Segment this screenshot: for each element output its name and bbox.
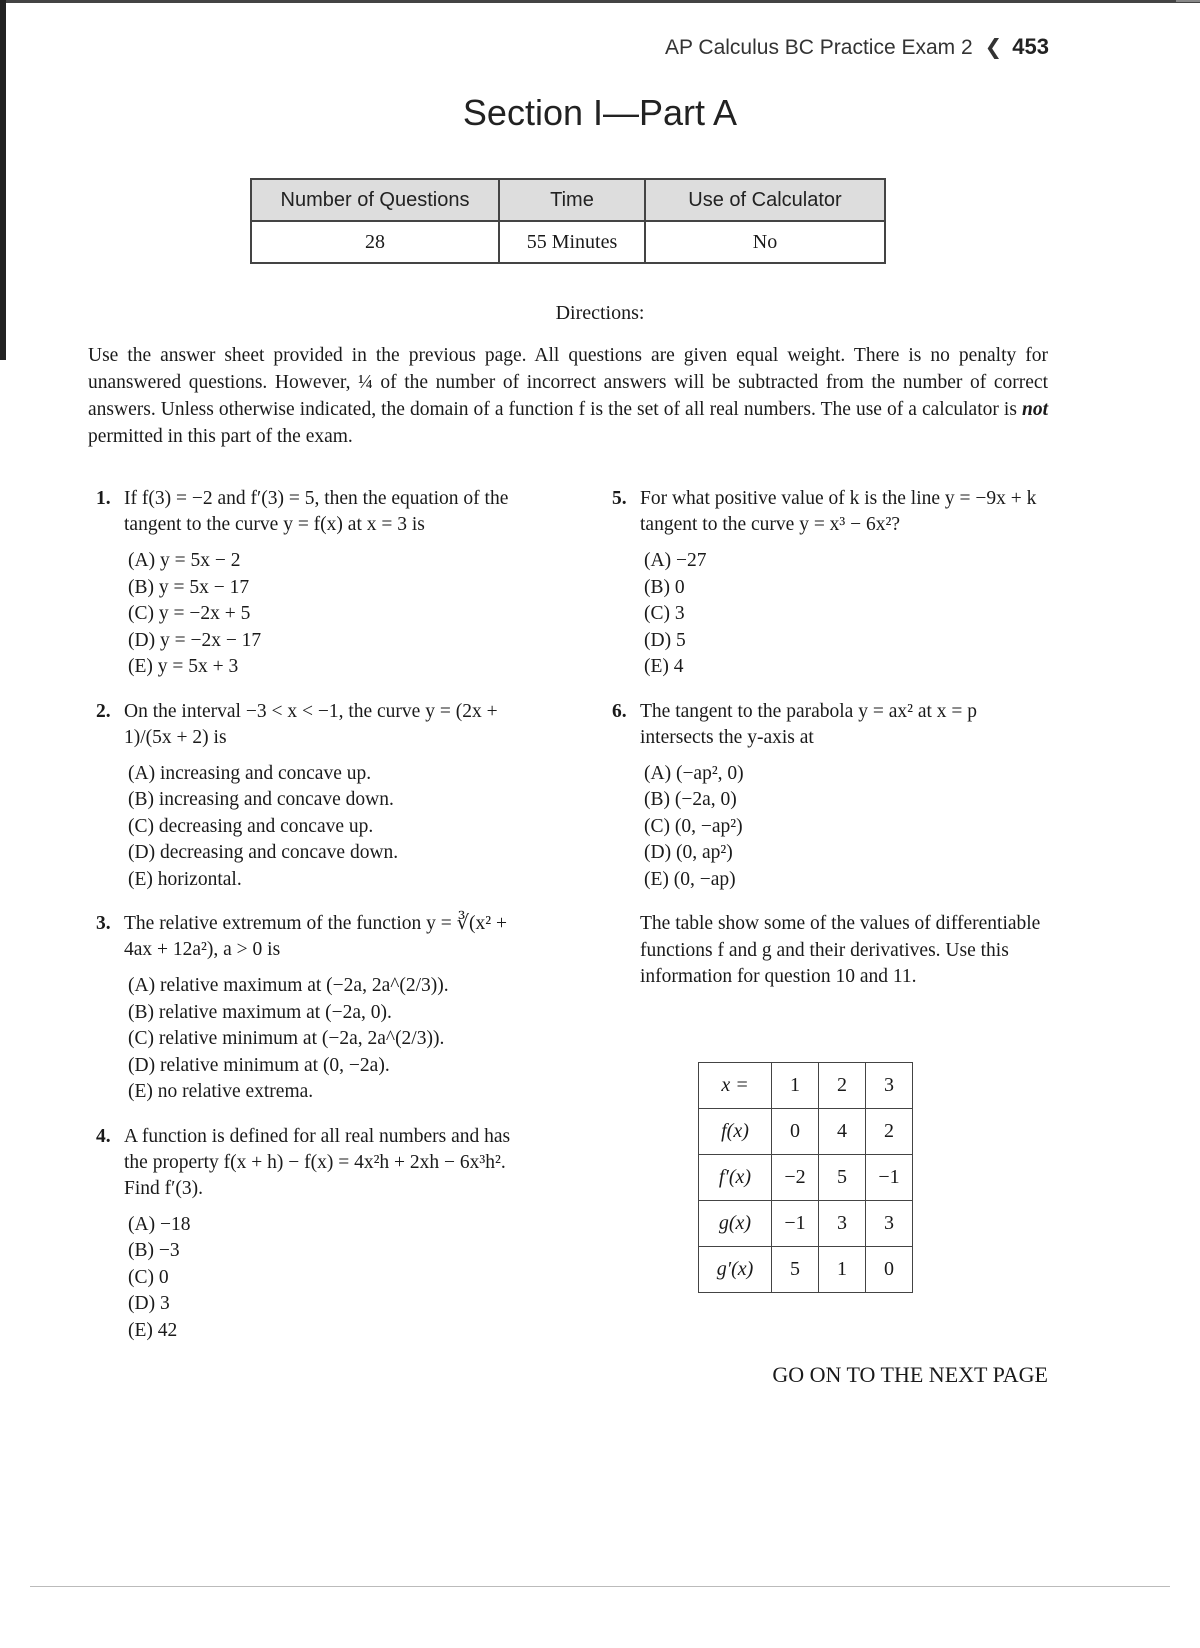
answer-option: (B) (−2a, 0) <box>644 789 737 810</box>
answer-option: (E) horizontal. <box>128 868 242 890</box>
question-text: On the interval −3 < x < −1, the curve y = (2x + 1)/(5x + 2) is <box>124 700 498 748</box>
page-number: 453 <box>1012 34 1049 59</box>
table-row <box>251 221 885 263</box>
header-text: AP Calculus BC Practice Exam 2 <box>664 36 973 59</box>
answer-option: (D) y = −2x − 17 <box>128 629 262 651</box>
answer-option: (B) increasing and concave down. <box>128 789 394 810</box>
table-cell: 3 <box>819 1201 866 1247</box>
question-2 <box>96 699 536 894</box>
answer-option: (C) 3 <box>644 603 685 624</box>
question-text: A function is defined for all real numbers and has the property f(x + h) − f(x) = 4x²h + 2xh − 6x³h². Find f′(3). <box>124 1125 511 1199</box>
question-4 <box>96 1124 536 1345</box>
question-number: 6. <box>612 700 627 722</box>
directions-title: Directions: <box>555 302 645 324</box>
answer-option: (A) −18 <box>128 1213 191 1235</box>
row-label: x = <box>699 1063 772 1109</box>
question-6 <box>612 699 1052 894</box>
running-header <box>665 34 1049 60</box>
table-cell: 55 Minutes <box>499 221 645 263</box>
table-cell: −1 <box>866 1155 913 1201</box>
answer-option: (E) no relative extrema. <box>128 1081 314 1102</box>
question-text: For what positive value of k is the line y = −9x + k tangent to the curve y = x³ − 6x²? <box>640 488 1037 535</box>
table-header: Time <box>499 179 645 221</box>
exam-info-table <box>250 178 886 264</box>
directions-emphasis: not <box>1021 399 1048 420</box>
answer-option: (A) (−ap², 0) <box>644 762 744 784</box>
table-header-row <box>251 179 885 221</box>
answer-option: (A) y = 5x − 2 <box>128 550 241 571</box>
question-number: 2. <box>96 700 111 722</box>
answer-option: (D) decreasing and concave down. <box>128 842 399 863</box>
question-number: 1. <box>96 488 111 509</box>
table-cell: −2 <box>772 1155 819 1201</box>
question-1 <box>96 486 536 681</box>
answer-option: (D) 5 <box>644 629 686 651</box>
answer-option: (E) 42 <box>128 1319 178 1341</box>
answer-option: (A) −27 <box>644 550 707 571</box>
answer-option: (C) 0 <box>128 1266 169 1288</box>
answer-option: (B) y = 5x − 17 <box>128 576 250 598</box>
directions-part: permitted in this part of the exam. <box>88 426 353 447</box>
row-label: f′(x) <box>699 1155 772 1201</box>
directions-text <box>88 342 1048 450</box>
scan-edge-bottom <box>30 1586 1170 1587</box>
scan-edge-top <box>0 0 1200 3</box>
table-cell: 0 <box>772 1109 819 1155</box>
table-cell: 1 <box>819 1247 866 1293</box>
answer-option: (E) (0, −ap) <box>644 868 736 890</box>
question-text: If f(3) = −2 and f′(3) = 5, then the equation of the tangent to the curve y = f(x) at x = 3 is <box>124 488 509 535</box>
answer-option: (A) relative maximum at (−2a, 2a^(2/3)). <box>128 975 449 996</box>
answer-option: (E) 4 <box>644 656 684 677</box>
table-note: The table show some of the values of differentiable functions f and g and their derivatives. Use this information for question 10 and 11. <box>640 913 1041 987</box>
table-cell: 28 <box>251 221 499 263</box>
table-cell: 0 <box>866 1247 913 1293</box>
function-values-table <box>698 1062 913 1293</box>
table-cell: 3 <box>866 1063 913 1109</box>
answer-option: (D) 3 <box>128 1293 170 1314</box>
table-cell: 5 <box>772 1247 819 1293</box>
answer-option: (C) y = −2x + 5 <box>128 603 251 624</box>
table-cell: −1 <box>772 1201 819 1247</box>
question-text: The relative extremum of the function y = ∛(x² + 4ax + 12a²), a > 0 is <box>124 913 508 960</box>
directions-part: Use the answer sheet provided in the previous page. All questions are given equal weight. There is no penalty for unanswered questions. However, ¼ of the number of incorrect answers will be subtracted from the number of correct answers. Unless otherwise indicated, the domain of a function f is the set of all real numbers. The use of a calculator is <box>88 345 1048 420</box>
question-5 <box>612 486 1052 681</box>
table-row <box>699 1155 913 1201</box>
right-column <box>612 486 1052 991</box>
table-cell: 2 <box>866 1109 913 1155</box>
table-row <box>699 1247 913 1293</box>
table-cell: 5 <box>819 1155 866 1201</box>
row-label: g(x) <box>699 1201 772 1247</box>
question-text: The tangent to the parabola y = ax² at x = p intersects the y-axis at <box>640 700 978 748</box>
table-cell: 4 <box>819 1109 866 1155</box>
answer-option: (C) (0, −ap²) <box>644 815 743 837</box>
footer-go-on: GO ON TO THE NEXT PAGE <box>772 1362 1048 1387</box>
question-number: 3. <box>96 913 111 934</box>
answer-option: (B) −3 <box>128 1240 180 1261</box>
table-header: Number of Questions <box>251 179 499 221</box>
question-number: 4. <box>96 1125 111 1147</box>
chevron-left-icon: ❮ <box>984 36 1003 59</box>
table-cell: 2 <box>819 1063 866 1109</box>
answer-option: (C) decreasing and concave up. <box>128 815 374 837</box>
row-label: f(x) <box>699 1109 772 1155</box>
table-cell: 1 <box>772 1063 819 1109</box>
answer-option: (B) 0 <box>644 576 685 598</box>
scan-mark <box>1176 0 1200 2</box>
answer-option: (A) increasing and concave up. <box>128 762 372 784</box>
table-row <box>699 1109 913 1155</box>
question-3 <box>96 911 536 1106</box>
table-cell: No <box>645 221 885 263</box>
section-title: Section I—Part A <box>462 92 738 133</box>
answer-option: (D) relative minimum at (0, −2a). <box>128 1054 390 1076</box>
answer-option: (C) relative minimum at (−2a, 2a^(2/3)). <box>128 1028 445 1049</box>
answer-option: (E) y = 5x + 3 <box>128 656 239 677</box>
table-header: Use of Calculator <box>645 179 885 221</box>
question-number: 5. <box>612 488 627 509</box>
left-column <box>96 486 536 1362</box>
answer-option: (B) relative maximum at (−2a, 0). <box>128 1001 392 1023</box>
answer-option: (D) (0, ap²) <box>644 842 733 863</box>
table-cell: 3 <box>866 1201 913 1247</box>
row-label: g′(x) <box>699 1247 772 1293</box>
table-row <box>699 1201 913 1247</box>
table-row <box>699 1063 913 1109</box>
